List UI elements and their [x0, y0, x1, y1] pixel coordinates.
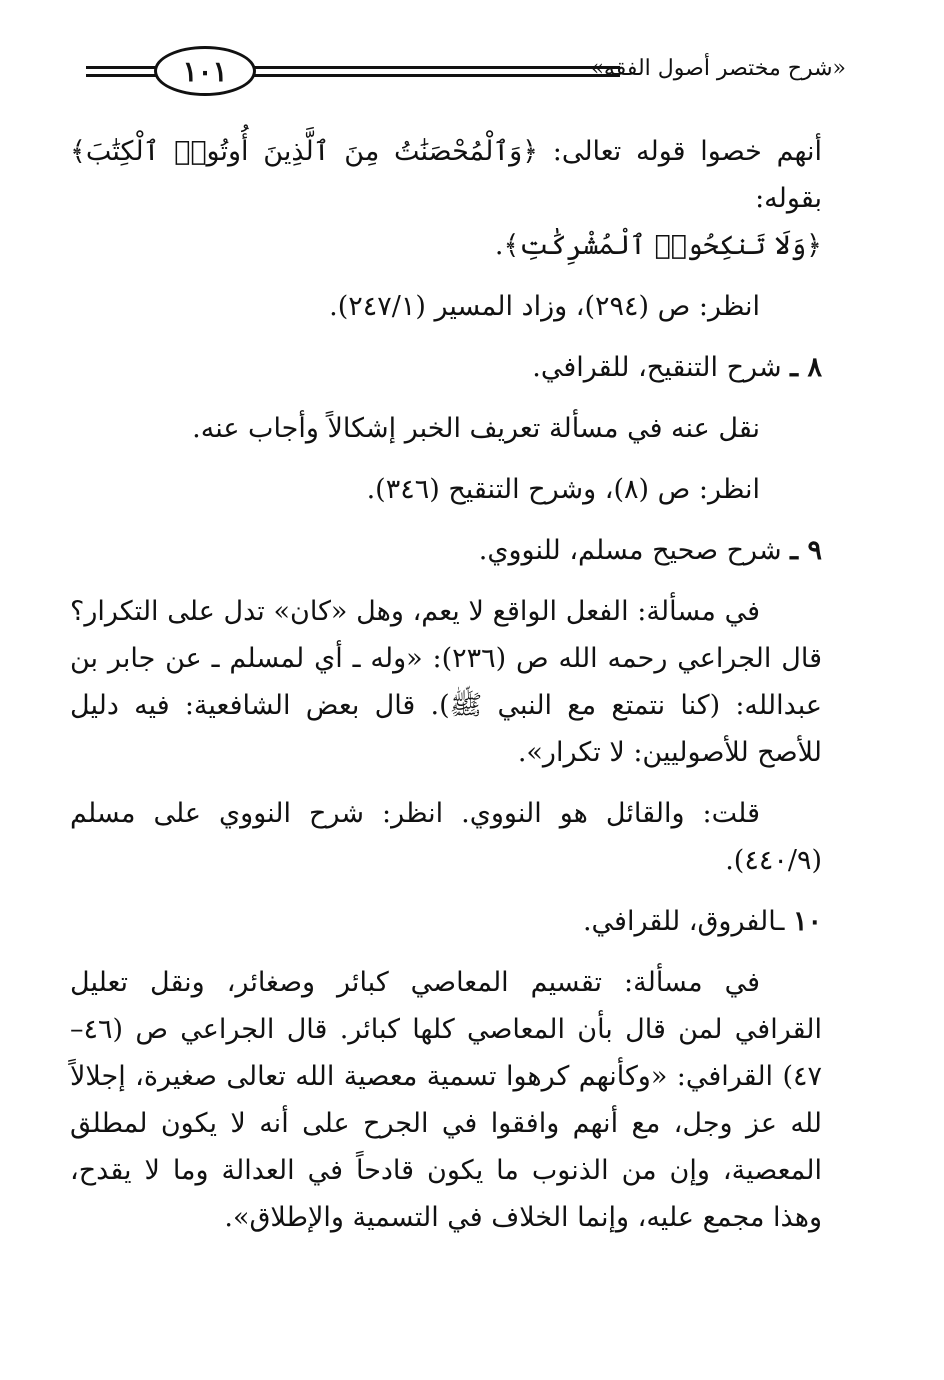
running-title: «شرح مختصر أصول الفقه»: [590, 56, 846, 81]
page-number: ١٠١: [154, 46, 256, 96]
source-item: [70, 344, 822, 391]
item-number: ١٠: [792, 906, 822, 937]
source-item: [70, 898, 822, 945]
item-title: ـالفروق، للقرافي.: [582, 906, 785, 937]
paragraph: في مسألة: الفعل الواقع لا يعم، وهل «كان» تدل على التكرار؟ قال الجراعي رحمه الله ص (٢٣٦): «وله ـ أي لمسلم ـ عن جابر بن عبدالله: (كنا نتمتع مع النبي ﷺ). قال بعض الشافعية: فيه دليل للأصح للأصوليين: لا تكرار».: [70, 596, 822, 768]
header-rule: [86, 66, 158, 69]
quran-verse: ﴿وَلَا تَنكِحُوا۟ ٱلْمُشْرِكَٰتِ﴾.: [494, 230, 822, 261]
item-number: ٩ ـ: [790, 535, 822, 566]
paragraph: نقل عنه في مسألة تعريف الخبر إشكالاً وأجاب عنه.: [192, 413, 760, 444]
source-item: [70, 527, 822, 574]
header-rule: [252, 66, 620, 69]
reference-note: انظر: ص (٢٩٤)، وزاد المسير (٢٤٧/١).: [329, 291, 760, 322]
text-line: أنهم خصوا قوله تعالى: ﴿وَٱلْمُحْصَنَٰتُ مِنَ ٱلَّذِينَ أُوتُوا۟ ٱلْكِتَٰبَ﴾ بقوله:: [70, 136, 822, 214]
item-number: ٨ ـ: [790, 352, 822, 383]
paragraph: في مسألة: تقسيم المعاصي كبائر وصغائر، ونقل تعليل القرافي لمن قال بأن المعاصي كلها كبائر. قال الجراعي ص (٤٦– ٤٧) القرافي: «وكأنهم كرهوا تسمية معصية الله تعالى صغيرة، إجلالاً لله عز وجل، مع أنهم وافقوا في الجرح على أنه لا يكون لمطلق المعصية، وإن من الذنوب ما يكون قادحاً في العدالة وما لا يقدح، وهذا مجمع عليه، وإنما الخلاف في التسمية والإطلاق».: [70, 967, 822, 1233]
header-rule: [86, 74, 158, 77]
main-text: [70, 128, 822, 1255]
item-title: شرح التنقيح، للقرافي.: [532, 352, 782, 383]
paragraph: [70, 128, 822, 269]
paragraph: قلت: والقائل هو النووي. انظر: شرح النووي على مسلم (٤٤٠/٩).: [70, 798, 822, 876]
item-title: شرح صحيح مسلم، للنووي.: [478, 535, 782, 566]
page-header: [0, 0, 944, 110]
header-rule: [252, 74, 620, 77]
reference-note: انظر: ص (٨)، وشرح التنقيح (٣٤٦).: [366, 474, 760, 505]
